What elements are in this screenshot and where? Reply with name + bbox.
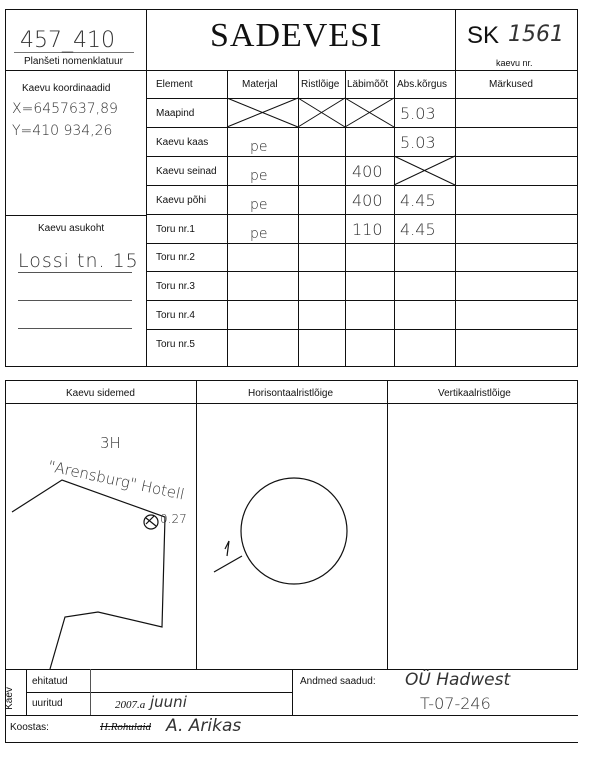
row-material: pe	[250, 168, 268, 184]
row-element: Kaevu seinad	[156, 166, 217, 177]
row-element: Toru nr.2	[156, 252, 195, 263]
column-header-cross-section: Ristlõige	[301, 79, 340, 90]
row-element: Kaevu kaas	[156, 137, 209, 148]
row-material: pe	[250, 197, 268, 213]
sheet-label: Planšeti nomenklatuur	[24, 56, 123, 67]
well-number: 1561	[508, 22, 564, 47]
building-name: "Arensburg" Hotell	[46, 457, 187, 504]
row-height: 4.45	[400, 191, 436, 210]
row-material: pe	[250, 139, 268, 155]
row-element: Toru nr.5	[156, 339, 195, 350]
row-element: Maapind	[156, 108, 195, 119]
row-material: pe	[250, 226, 268, 242]
tie-distance: 0.27	[160, 512, 187, 526]
sk-prefix: SK	[467, 22, 500, 49]
vertical-section-label: Vertikaalristlõige	[438, 388, 511, 399]
data-source-company: OÜ Hadwest	[405, 670, 511, 690]
sheet-number: 457_410	[20, 28, 115, 53]
row-element: Toru nr.1	[156, 224, 195, 235]
well-cross-section-circle	[241, 478, 347, 584]
row-diameter: 400	[352, 191, 383, 210]
page-title: SADEVESI	[210, 17, 383, 54]
ties-section-label: Kaevu sidemed	[66, 388, 135, 399]
built-label: ehitatud	[32, 676, 68, 687]
well-number-label: kaevu nr.	[496, 58, 533, 68]
row-diameter: 110	[352, 220, 383, 239]
coordinates-label: Kaevu koordinaadid	[22, 83, 111, 94]
row-height: 5.03	[400, 104, 436, 123]
column-header-notes: Märkused	[489, 79, 533, 90]
well-side-label: Kaev	[3, 687, 15, 710]
data-source-label: Andmed saadud:	[300, 676, 376, 687]
surveyed-year: 2007.a	[115, 699, 146, 711]
data-source-code: T-07-246	[420, 694, 491, 713]
coordinate-x: X=6457637,89	[12, 101, 118, 117]
row-height: 5.03	[400, 133, 436, 152]
surveyed-label: uuritud	[32, 698, 63, 709]
row-element: Toru nr.4	[156, 310, 195, 321]
location-value: Lossi tn. 15	[18, 250, 139, 272]
surveyed-month: juuni	[150, 693, 187, 711]
column-header-diameter: Läbimõõt	[347, 79, 389, 90]
column-header-height: Abs.kõrgus	[397, 79, 448, 90]
location-label: Kaevu asukoht	[38, 223, 105, 234]
row-height: 4.45	[400, 220, 436, 239]
compiled-by-label: Koostas:	[10, 722, 49, 733]
row-element: Toru nr.3	[156, 281, 195, 292]
compiled-by-printed: H.Rohulaid	[100, 721, 152, 733]
horizontal-section-label: Horisontaalristlõige	[248, 388, 334, 399]
compiled-by-handwritten: A. Arikas	[166, 716, 242, 736]
row-diameter: 400	[352, 162, 383, 181]
column-header-material: Materjal	[242, 79, 278, 90]
row-element: Kaevu põhi	[156, 195, 207, 206]
column-header-element: Element	[156, 79, 193, 90]
coordinate-y: Y=410 934,26	[12, 123, 113, 139]
building-number: 3H	[100, 434, 121, 452]
